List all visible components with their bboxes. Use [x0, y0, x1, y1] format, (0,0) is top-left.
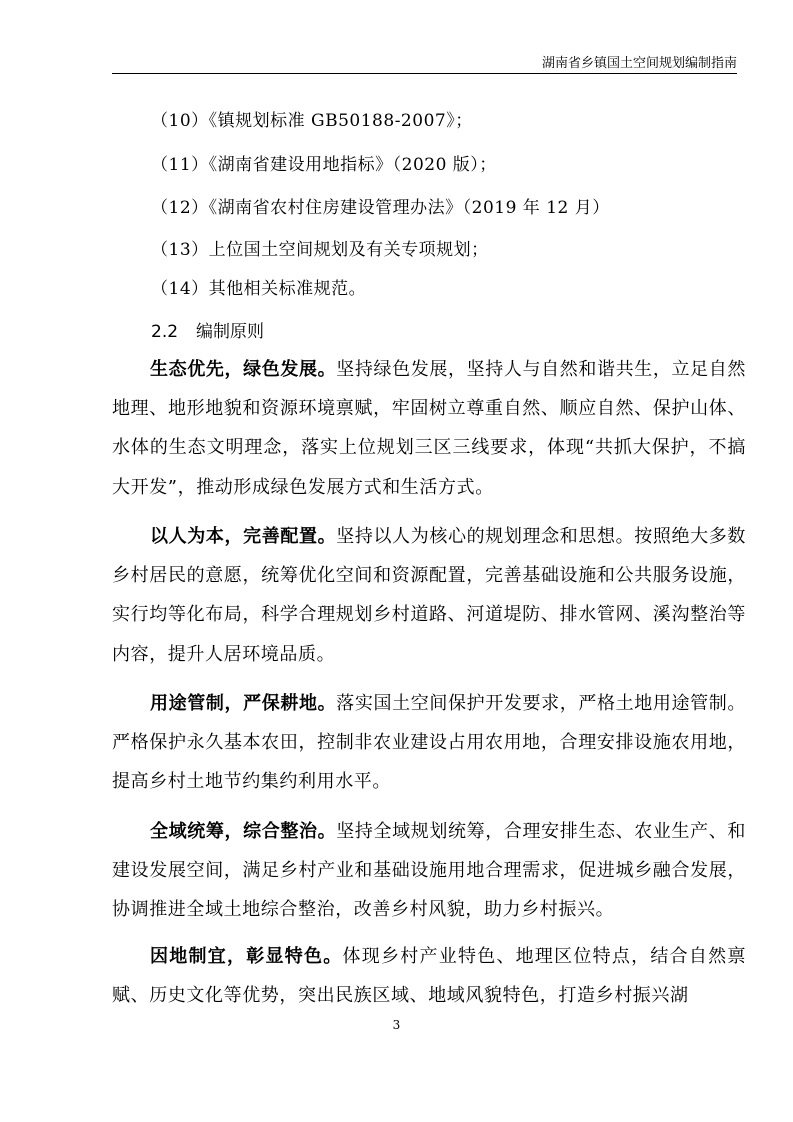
reference-item: （11）《湖南省建设用地指标》（2020 版）；	[151, 155, 497, 175]
section-number: 2.2	[151, 322, 179, 342]
principle-text: 坚持以人为核心的规划理念和思想。按照绝大多数乡村居民的意愿，统筹优化空间和资源配置，完善基础设施和公共服务设施，实行均等化布局，科学合理规划乡村道路、河道堤防、排水管网、溪沟整治等内容，提升人居环境品质。	[112, 526, 747, 665]
principle-paragraph	[112, 937, 746, 1015]
header-title: 湖南省乡镇国土空间规划编制指南	[541, 56, 737, 71]
principle-paragraph	[112, 684, 746, 802]
principle-lead: 以人为本，完善配置。	[150, 526, 337, 547]
reference-item: （14）其他相关标准规范。	[151, 279, 367, 299]
principle-text: 体现乡村产业特色、地理区位特点，结合自然禀赋、历史文化等优势，突出民族区域、地域风貌特色，打造乡村振兴湖	[112, 946, 746, 1007]
reference-item: （12）《湖南省农村住房建设管理办法》（2019 年 12 月）	[151, 198, 610, 218]
header-rule	[112, 73, 737, 74]
principle-paragraph	[112, 350, 746, 507]
page-number: 3	[392, 1018, 401, 1032]
principle-text: 落实国土空间保护开发要求，严格土地用途管制。严格保护永久基本农田，控制非农业建设占用农用地，合理安排设施农用地，提高乡村土地节约集约利用水平。	[112, 693, 747, 793]
principle-text: 坚持绿色发展，坚持人与自然和谐共生，立足自然地理、地形地貌和资源环境禀赋，牢固树立尊重自然、顺应自然、保护山体、水体的生态文明理念，落实上位规划三区三线要求，体现“共抓大保护，不搞大开发”，推动形成绿色发展方式和生活方式。	[112, 359, 747, 498]
section-heading	[151, 317, 264, 342]
principle-lead: 因地制宜，彰显特色。	[150, 946, 343, 967]
principle-paragraph	[112, 517, 746, 674]
principle-paragraph	[112, 812, 746, 930]
reference-item: （13）上位国土空间规划及有关专项规划；	[151, 240, 489, 260]
principle-text: 坚持全域规划统筹，合理安排生态、农业生产、和建设发展空间，满足乡村产业和基础设施用地合理需求，促进城乡融合发展，协调推进全域土地综合整治，改善乡村风貌，助力乡村振兴。	[112, 821, 747, 921]
principle-lead: 全域统筹，综合整治。	[150, 821, 337, 842]
principle-lead: 生态优先，绿色发展。	[150, 359, 337, 380]
section-title: 编制原则	[196, 322, 265, 342]
reference-item: （10）《镇规划标准 GB50188-2007》；	[151, 111, 473, 131]
principle-lead: 用途管制，严保耕地。	[150, 693, 337, 714]
